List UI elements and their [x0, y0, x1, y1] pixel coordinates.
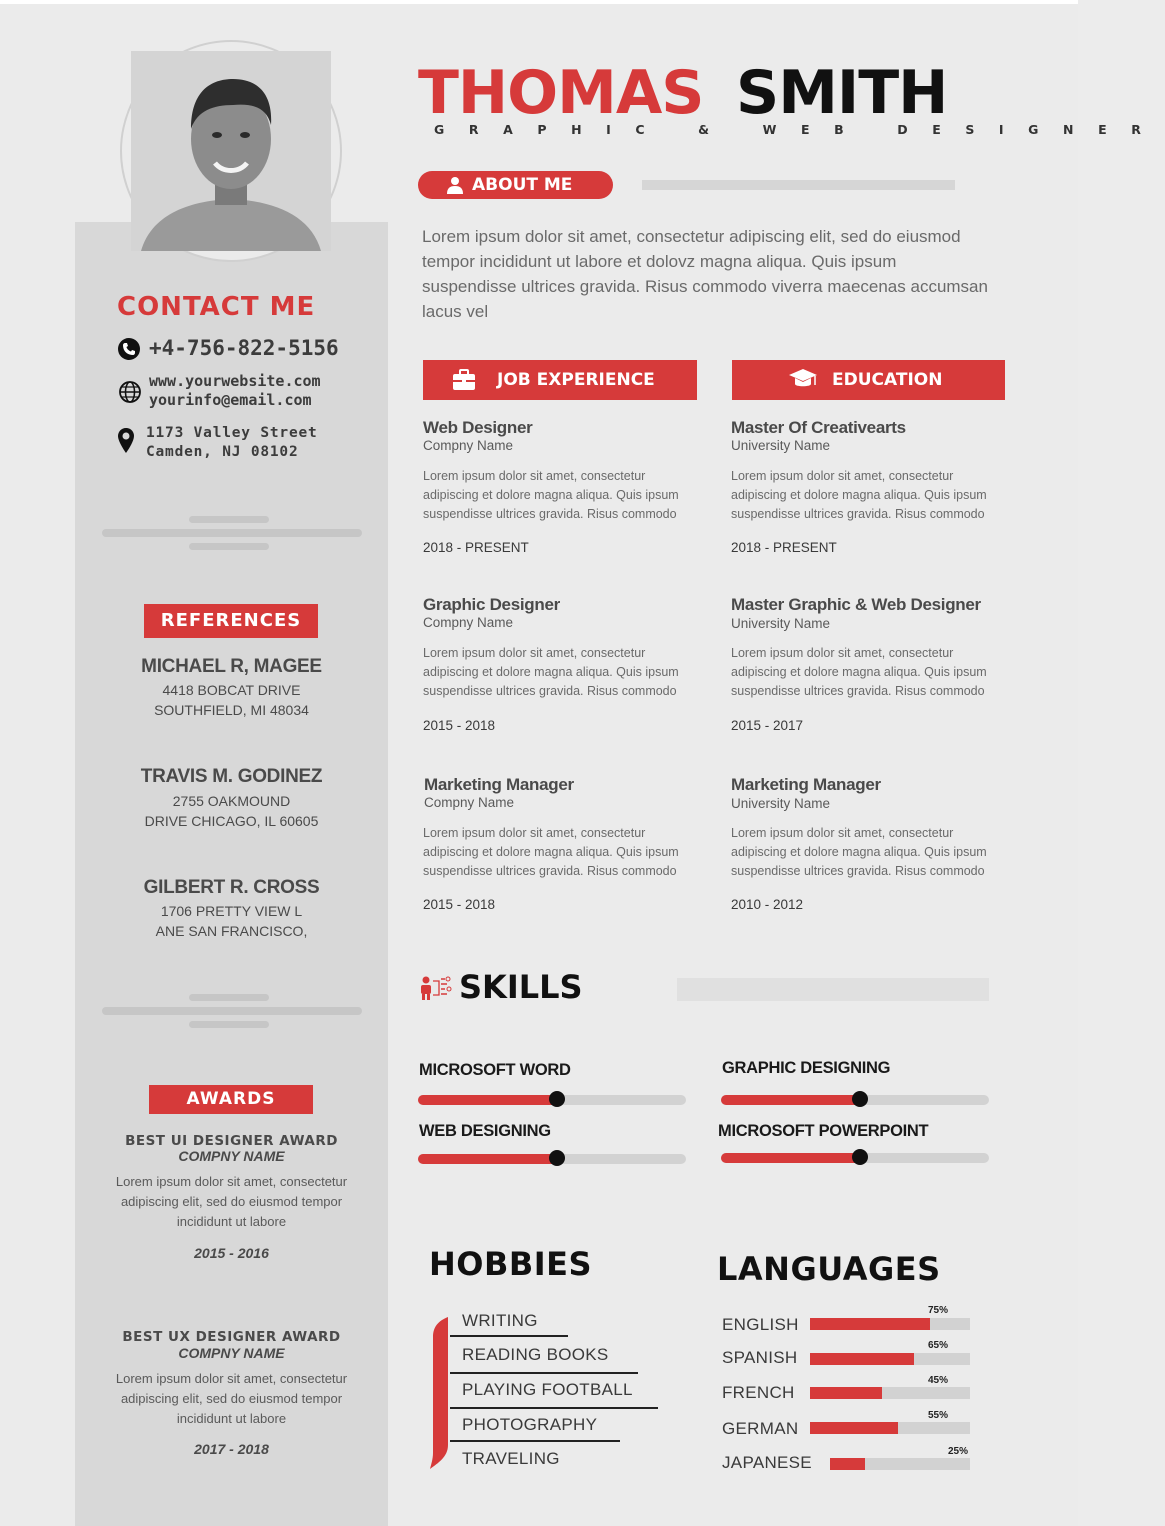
job-dates: 2018 - PRESENT [423, 540, 529, 555]
language-percent: 65% [928, 1340, 949, 1351]
reference-address: SOUTHFIELD, MI 48034 [154, 702, 309, 718]
award-years: 2017 - 2018 [194, 1441, 269, 1457]
divider-long [102, 1007, 362, 1015]
contact-website[interactable]: www.yourwebsite.com [149, 372, 321, 390]
degree-dates: 2015 - 2017 [731, 718, 804, 733]
phone-icon [117, 337, 141, 361]
language-name: FRENCH [722, 1383, 795, 1402]
user-icon [446, 176, 464, 194]
hobby-underline [450, 1440, 620, 1442]
hobby-item: PLAYING FOOTBALL [462, 1380, 633, 1399]
degree-title: Marketing Manager [731, 775, 881, 794]
language-bar-fill [830, 1458, 865, 1470]
skill-bar-fill [418, 1154, 557, 1164]
language-name: JAPANESE [722, 1453, 812, 1472]
degree-title: Master Graphic & Web Designer [731, 595, 981, 614]
about-heading: ABOUT ME [472, 175, 573, 195]
language-bar-fill [810, 1387, 882, 1399]
hobby-item: PHOTOGRAPHY [462, 1415, 598, 1434]
skill-bar-fill [418, 1095, 557, 1105]
skills-heading: SKILLS [459, 968, 583, 1006]
contact-heading: CONTACT ME [117, 292, 316, 322]
skill-bar-knob [549, 1150, 565, 1166]
skill-bar-fill [721, 1095, 860, 1105]
degree-title: Master Of Creativearts [731, 418, 906, 437]
language-percent: 75% [928, 1305, 949, 1316]
contact-address-line2: Camden, NJ 08102 [146, 444, 299, 460]
job-subtitle: GRAPHIC & WEB DESIGNER [434, 122, 1165, 137]
language-name: SPANISH [722, 1348, 798, 1367]
language-percent: 45% [928, 1375, 949, 1386]
skill-name: GRAPHIC DESIGNING [722, 1059, 891, 1077]
reference-name: MICHAEL R, MAGEE [141, 656, 322, 677]
divider-short-bottom [189, 543, 269, 550]
hobby-underline [450, 1372, 638, 1374]
job-description: Lorem ipsum dolor sit amet, consectetur adipiscing et dolore magna aliqua. Quis ipsum suspendisse ultrices gravida. Risus commodo [423, 469, 679, 521]
hobby-item: TRAVELING [462, 1449, 560, 1468]
job-description: Lorem ipsum dolor sit amet, consectetur adipiscing et dolore magna aliqua. Quis ipsum suspendisse ultrices gravida. Risus commodo [423, 826, 679, 878]
about-heading-pill [418, 171, 613, 199]
language-bar [810, 1318, 970, 1330]
education-heading-bar [732, 360, 1005, 400]
hobby-item: READING BOOKS [462, 1345, 609, 1364]
languages-heading: LANGUAGES [717, 1250, 941, 1288]
language-name: ENGLISH [722, 1315, 799, 1334]
award-description: Lorem ipsum dolor sit amet, consectetur adipiscing elit, sed do eiusmod tempor incididunt ut labore [115, 1174, 348, 1229]
skill-bar-knob [852, 1149, 868, 1165]
skill-bar [418, 1095, 686, 1105]
language-bar-fill [810, 1353, 914, 1365]
job-dates: 2015 - 2018 [423, 718, 496, 733]
first-name: THOMAS [418, 58, 704, 128]
divider-short-top [189, 516, 269, 523]
divider-long [102, 529, 362, 537]
reference-address: 2755 OAKMOUND [172, 793, 291, 809]
about-rule [642, 180, 955, 190]
skill-bar [721, 1153, 989, 1163]
reference-name: GILBERT R. CROSS [143, 877, 320, 898]
contact-email[interactable]: yourinfo@email.com [149, 391, 312, 409]
job-title: Graphic Designer [423, 595, 560, 614]
degree-description: Lorem ipsum dolor sit amet, consectetur adipiscing et dolore magna aliqua. Quis ipsum suspendisse ultrices gravida. Risus commodo [731, 826, 987, 878]
skill-bar-knob [852, 1091, 868, 1107]
skill-bar-fill [721, 1153, 860, 1163]
page-top-edge [0, 0, 1078, 4]
skill-bar [418, 1154, 686, 1164]
job-company: Compny Name [423, 615, 514, 630]
language-percent: 25% [948, 1446, 969, 1457]
degree-dates: 2010 - 2012 [731, 897, 804, 912]
degree-description: Lorem ipsum dolor sit amet, consectetur adipiscing et dolore magna aliqua. Quis ipsum suspendisse ultrices gravida. Risus commodo [731, 469, 987, 521]
job-company: Compny Name [424, 795, 515, 810]
reference-address: ANE SAN FRANCISCO, [155, 923, 308, 939]
language-percent: 55% [928, 1410, 949, 1421]
skill-bar-knob [549, 1091, 565, 1107]
language-name: GERMAN [722, 1419, 799, 1438]
degree-description: Lorem ipsum dolor sit amet, consectetur adipiscing et dolore magna aliqua. Quis ipsum suspendisse ultrices gravida. Risus commodo [731, 646, 987, 698]
awards-heading: AWARDS [149, 1085, 313, 1114]
degree-dates: 2018 - PRESENT [731, 540, 837, 555]
experience-heading-bar [423, 360, 697, 400]
reference-address: DRIVE CHICAGO, IL 60605 [144, 813, 319, 829]
reference-address: 4418 BOBCAT DRIVE [162, 682, 301, 698]
job-title: Marketing Manager [424, 775, 574, 794]
hobbies-accent-bar [430, 1317, 450, 1469]
award-title: BEST UI DESIGNER AWARD [125, 1133, 338, 1149]
briefcase-icon [452, 369, 476, 391]
award-company: COMPNY NAME [178, 1345, 285, 1361]
about-text: Lorem ipsum dolor sit amet, consectetur adipiscing elit, sed do eiusmod tempor incididunt ut labore et dolovz magna aliqua. Quis ipsum suspendisse ultrices gravida. Risus commodo viverra maecenas accumsan lacus vel [422, 227, 988, 321]
language-bar [810, 1353, 970, 1365]
job-company: Compny Name [423, 438, 514, 453]
divider-short-bottom [189, 1021, 269, 1028]
award-company: COMPNY NAME [178, 1148, 285, 1164]
award-title: BEST UX DESIGNER AWARD [122, 1329, 341, 1345]
skill-name: MICROSOFT POWERPOINT [718, 1122, 929, 1140]
award-years: 2015 - 2016 [194, 1245, 269, 1261]
divider-short-top [189, 994, 269, 1001]
reference-address: 1706 PRETTY VIEW L [160, 903, 303, 919]
experience-heading: JOB EXPERIENCE [497, 370, 655, 390]
language-bar-fill [810, 1318, 930, 1330]
language-bar [830, 1458, 970, 1470]
contact-address-line1: 1173 Valley Street [146, 425, 318, 441]
location-pin-icon [117, 427, 135, 455]
hobby-underline [450, 1335, 568, 1337]
hobbies-heading: HOBBIES [429, 1245, 593, 1283]
education-heading: EDUCATION [832, 370, 943, 390]
language-bar [810, 1387, 970, 1399]
hobby-underline [450, 1407, 658, 1409]
reference-name: TRAVIS M. GODINEZ [140, 766, 323, 787]
university-name: University Name [731, 438, 831, 453]
skill-name: WEB DESIGNING [419, 1122, 551, 1140]
hobby-item: WRITING [462, 1311, 538, 1330]
job-description: Lorem ipsum dolor sit amet, consectetur adipiscing et dolore magna aliqua. Quis ipsum suspendisse ultrices gravida. Risus commodo [423, 646, 679, 698]
language-bar [810, 1422, 970, 1434]
globe-icon [118, 380, 142, 404]
university-name: University Name [731, 616, 831, 631]
person-silhouette-icon [131, 51, 331, 251]
skill-bar [721, 1095, 989, 1105]
university-name: University Name [731, 796, 831, 811]
contact-phone[interactable]: +4-756-822-5156 [149, 336, 339, 360]
last-name: SMITH [736, 58, 948, 128]
skills-rule [677, 978, 989, 1001]
team-skills-icon [419, 975, 451, 1001]
job-title: Web Designer [423, 418, 533, 437]
references-heading: REFERENCES [144, 604, 318, 638]
award-description: Lorem ipsum dolor sit amet, consectetur adipiscing elit, sed do eiusmod tempor incididunt ut labore [115, 1371, 348, 1426]
skill-name: MICROSOFT WORD [419, 1061, 571, 1079]
job-dates: 2015 - 2018 [423, 897, 496, 912]
profile-photo [131, 51, 331, 251]
language-bar-fill [810, 1422, 898, 1434]
graduation-cap-icon [788, 368, 818, 392]
